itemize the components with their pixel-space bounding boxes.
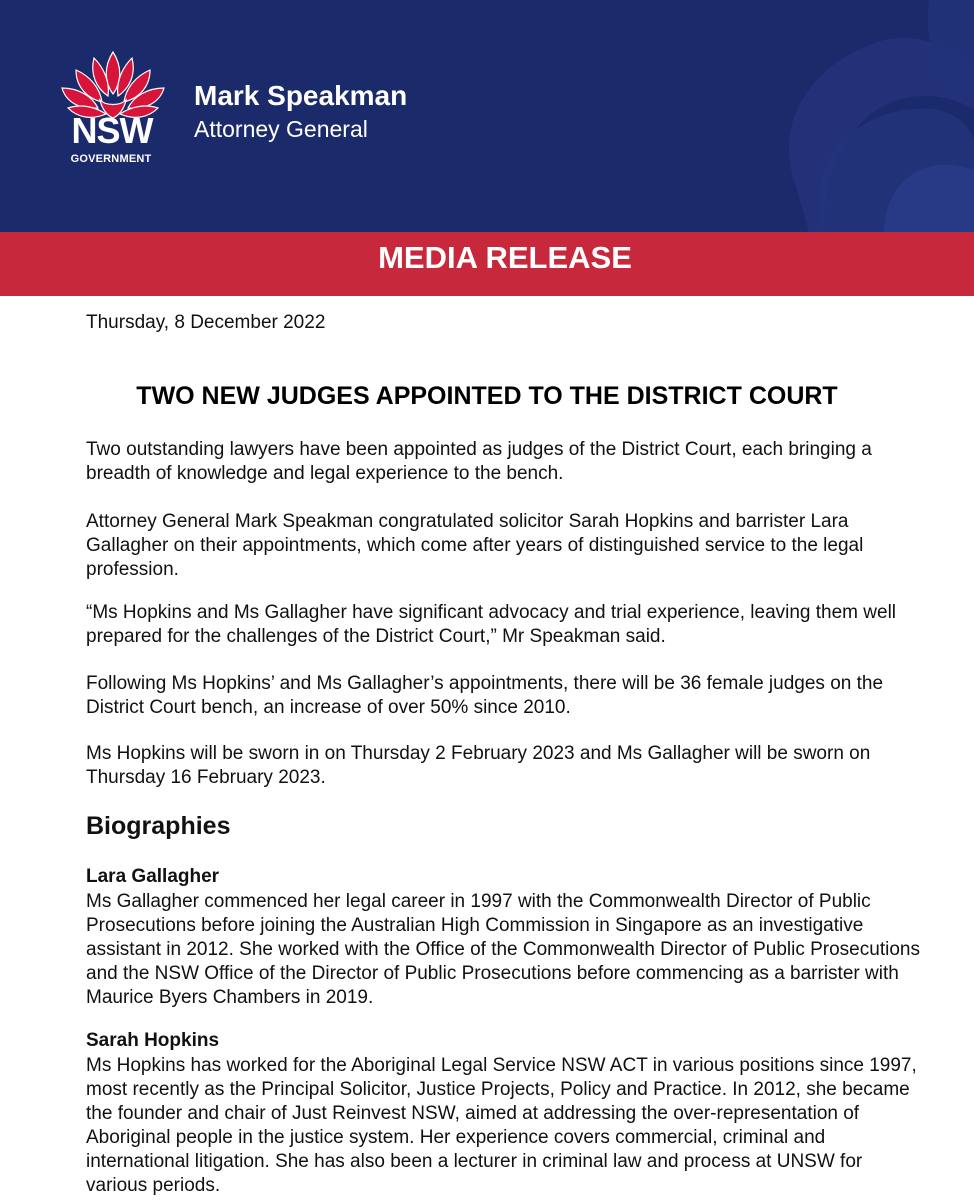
minister-name: Mark Speakman	[194, 80, 408, 111]
release-date: Thursday, 8 December 2022	[86, 312, 326, 333]
bio-name-hopkins: Sarah Hopkins	[86, 1030, 220, 1051]
paragraph-quote: “Ms Hopkins and Ms Gallagher have significant advocacy and trial experience, leaving them well prepared for the challenges of the District Court,” Mr Speakman said.	[86, 602, 897, 647]
decorative-waratah-outline-graphic	[734, 0, 974, 232]
media-release-banner	[0, 232, 974, 296]
bio-name-gallagher: Lara Gallagher	[86, 866, 220, 887]
letterhead-header	[0, 0, 974, 232]
government-logo-label: GOVERNMENT	[70, 153, 152, 165]
media-release-label: MEDIA RELEASE	[378, 240, 632, 275]
paragraph-statistics: Following Ms Hopkins’ and Ms Gallagher’s appointments, there will be 36 female judges on the District Court bench, an increase of over 50% since 2010.	[86, 673, 884, 718]
release-headline: TWO NEW JUDGES APPOINTED TO THE DISTRICT COURT	[136, 382, 838, 410]
bio-text-gallagher: Ms Gallagher commenced her legal career in 1997 with the Commonwealth Director of Public Prosecutions before joining the Australian High Commission in Singapore as an investigative assistant in 2012. She worked with the Office of the Commonwealth Director of Public Prosecutions and the NSW Office of the Director of Public Prosecutions before commencing as a barrister with Maurice Byers Chambers in 2019.	[86, 891, 920, 1008]
paragraph-congratulations: Attorney General Mark Speakman congratulated solicitor Sarah Hopkins and barrister Lara Gallagher on their appointments, which come after years of distinguished service to the legal profession.	[86, 511, 864, 580]
nsw-logo-wordmark: NSW	[71, 110, 153, 151]
minister-title: Attorney General	[194, 116, 368, 142]
paragraph-swearing-in: Ms Hopkins will be sworn in on Thursday 2 February 2023 and Ms Gallagher will be sworn on Thursday 16 February 2023.	[86, 743, 871, 788]
paragraph-intro: Two outstanding lawyers have been appointed as judges of the District Court, each bringing a breadth of knowledge and legal experience to the bench.	[86, 439, 872, 484]
bio-text-hopkins: Ms Hopkins has worked for the Aboriginal Legal Service NSW ACT in various positions since 1997, most recently as the Principal Solicitor, Justice Projects, Policy and Practice. In 2012, she became the founder and chair of Just Reinvest NSW, aimed at addressing the over-representation of Aboriginal people in the justice system. Her experience covers commercial, criminal and international litigation. She has also been a lecturer in criminal law and process at UNSW for various periods.	[86, 1055, 917, 1196]
biographies-heading: Biographies	[86, 812, 231, 840]
